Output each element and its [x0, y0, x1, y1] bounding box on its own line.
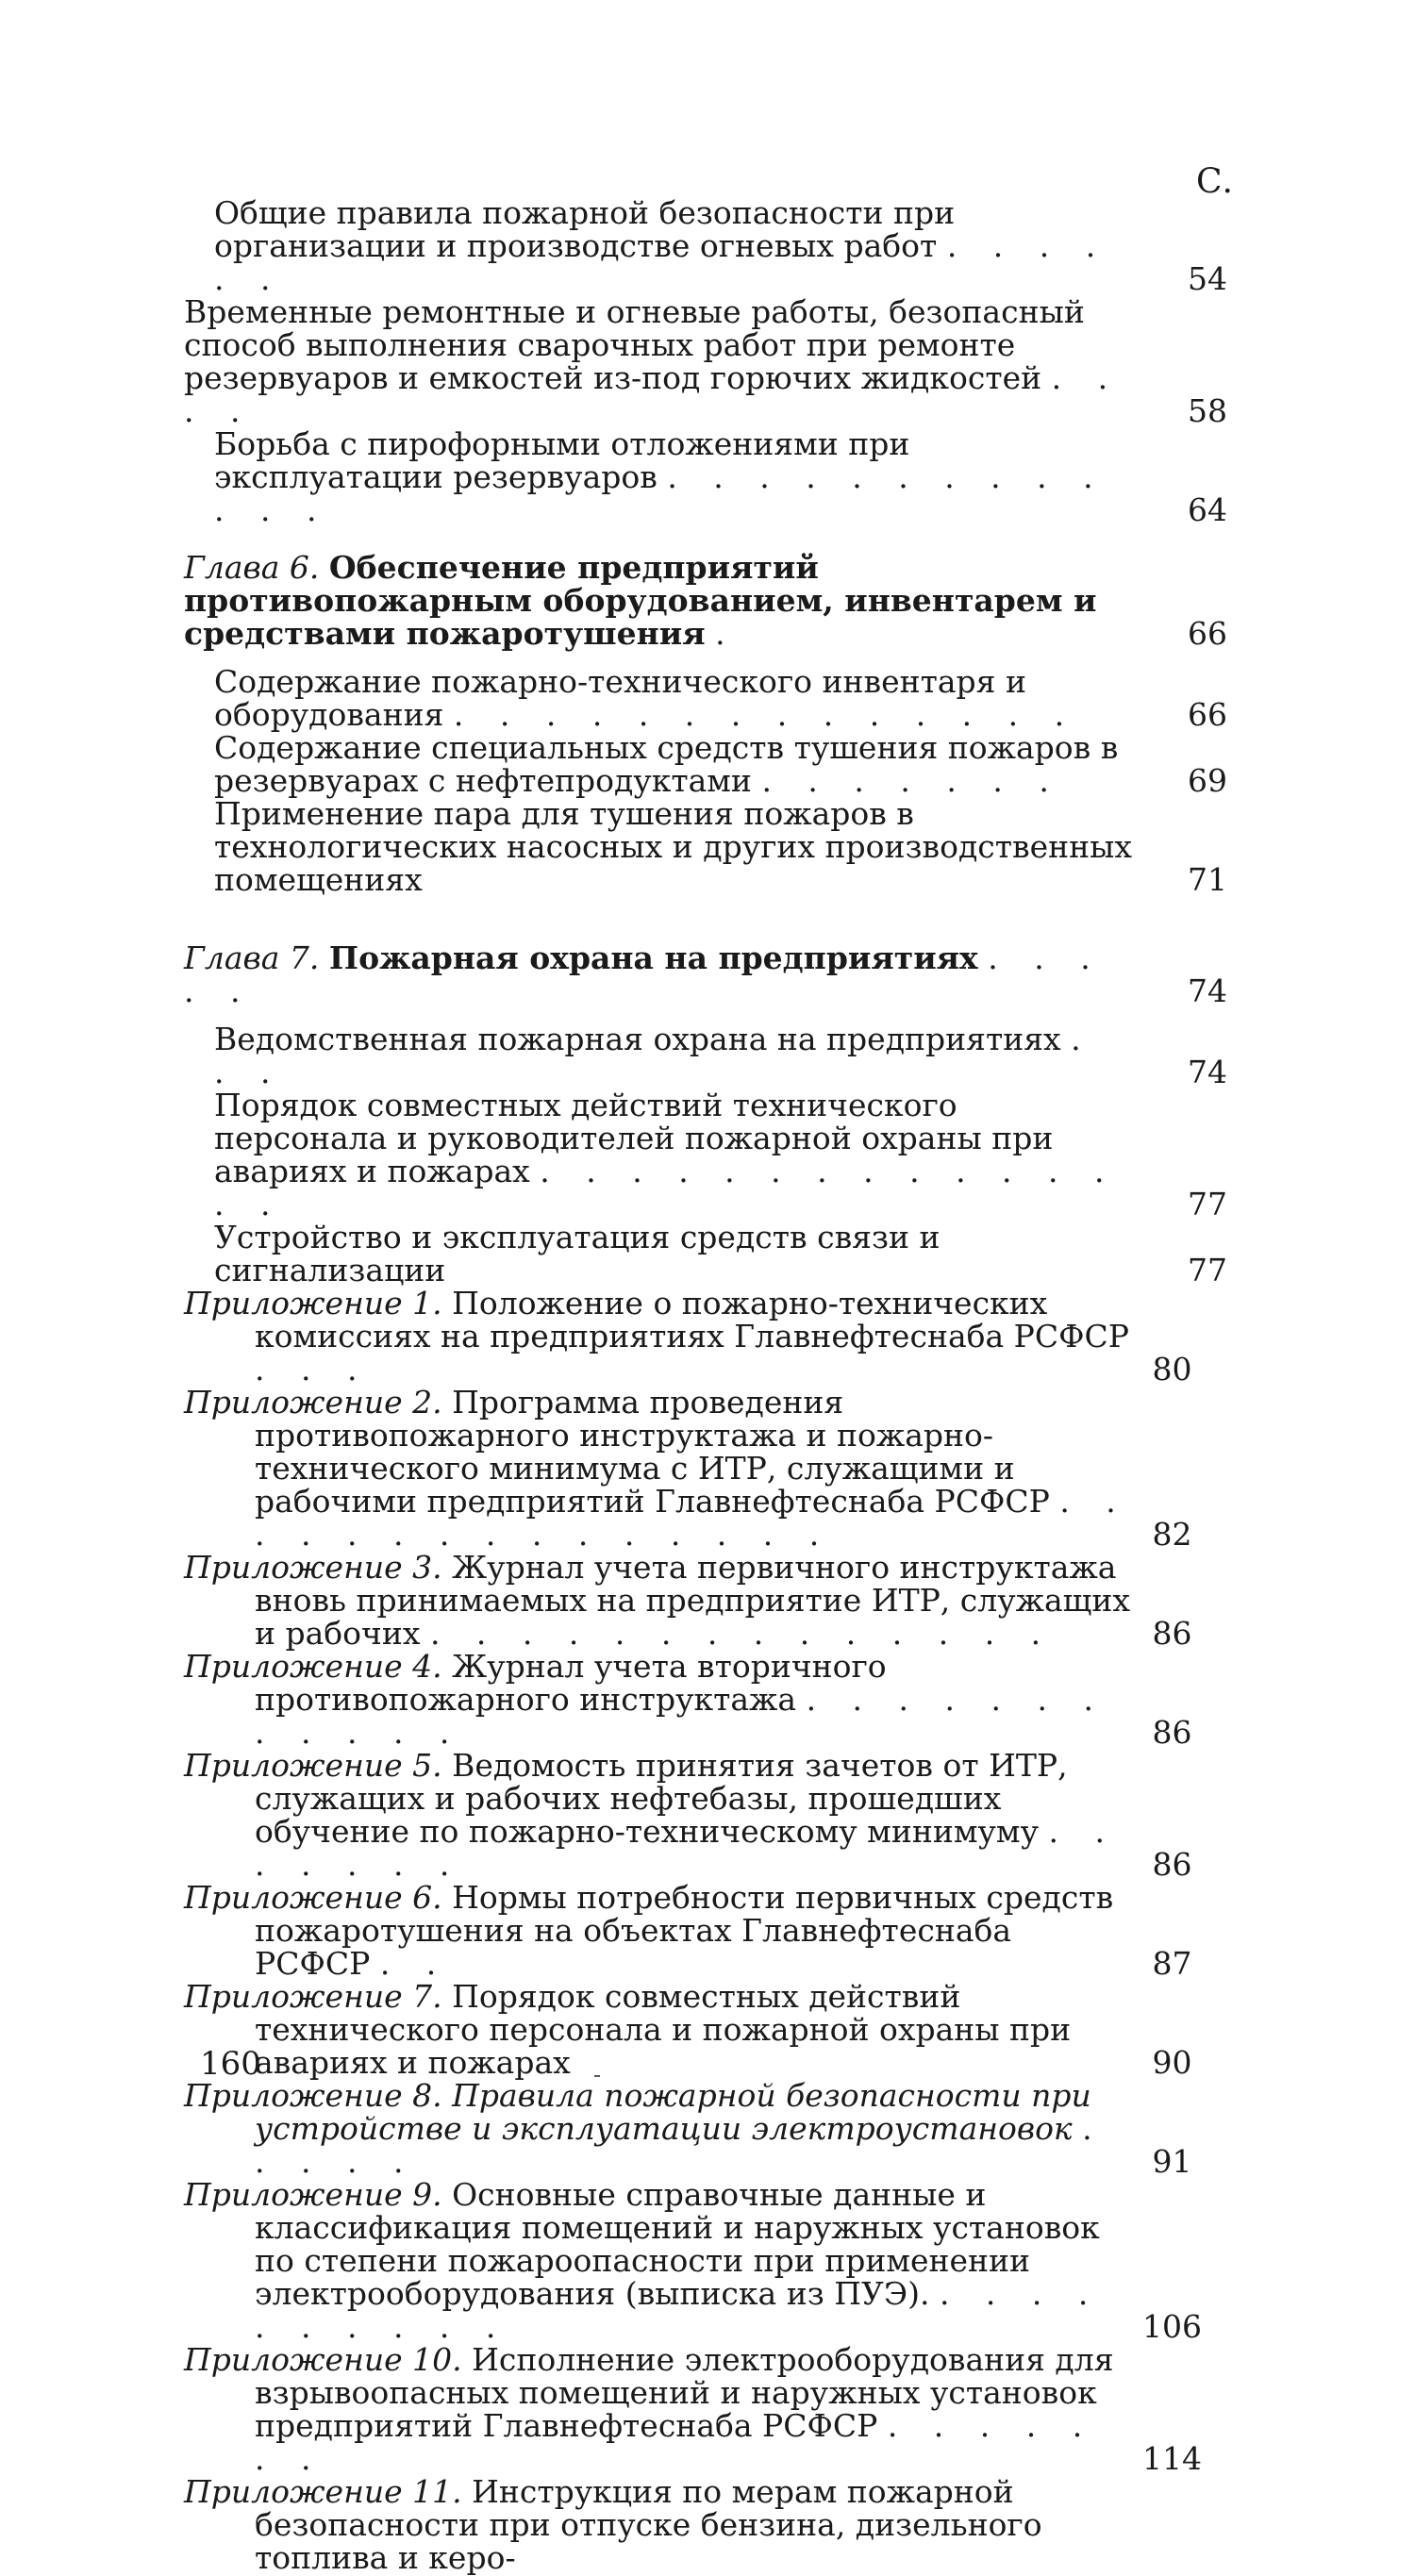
leader-dots: . . . . . . . — [761, 762, 1062, 799]
chapter-heading — [184, 551, 1250, 650]
leader-dots: . . . . . . — [214, 227, 1109, 297]
appendix-entry — [184, 1650, 1250, 1749]
entry-page: 91 — [1152, 2143, 1192, 2180]
entry-title: Исполнение электрооборудования для взрывоопасных помещений и наружных установок предприятий Главнефтеснаба РСФСР — [255, 2341, 1114, 2444]
entry-title: Временные ремонтные и огневые работы, безопасный способ выполнения сварочных работ при ремонте резервуаров и емкостей из-под горючих жидкостей — [184, 293, 1085, 396]
toc-entry — [184, 665, 1250, 731]
entry-title: Общие правила пожарной безопасности при организации и производстве огневых работ — [214, 194, 956, 264]
table-of-contents — [184, 196, 1250, 2574]
leader-dots: . . . . . . . . . . . . . . . — [214, 1153, 1118, 1222]
appendix-label: Приложение 2. — [184, 1384, 442, 1421]
appendix-entry — [184, 1749, 1250, 1881]
appendix-entry — [184, 2079, 1250, 2178]
entry-title: Журнал учета вторичного противопожарного инструктажа — [255, 1648, 887, 1718]
entry-title: Ведомственная пожарная охрана на предприятиях — [214, 1021, 1061, 1057]
entry-page: 87 — [1152, 1945, 1192, 1982]
entry-title: Борьба с пирофорными отложениями при эксплуатации резервуаров — [214, 425, 910, 495]
chapter-heading — [184, 941, 1250, 1007]
leader-dots: . . . . . — [255, 2110, 1106, 2180]
entry-page: 80 — [1152, 1351, 1192, 1388]
entry-page: 86 — [1152, 1714, 1192, 1751]
entry-title: Журнал учета первичного инструктажа вновь принимаемых на предприятие ИТР, служащих и рабочих — [255, 1549, 1130, 1652]
entry-page: 74 — [1188, 1054, 1227, 1090]
leader-dots: . . . . . . . . . . . . . . — [429, 1615, 1055, 1652]
appendix-label: Приложение 8. — [184, 2077, 442, 2114]
appendix-label: Приложение 1. — [184, 1285, 442, 1321]
entry-title: Устройство и эксплуатация средств связи и сигнализации — [214, 1219, 941, 1288]
entry-page: 77 — [1188, 1186, 1227, 1222]
entry-title: Применение пара для тушения пожаров в технологических насосных и других производственных помещениях — [214, 795, 1132, 898]
leader-dots: . . . . . . . — [255, 1813, 1118, 1883]
entry-title: Правила пожарной безопасности при устройстве и эксплуатации электроустановок — [255, 2077, 1091, 2147]
print-speck — [594, 2075, 600, 2077]
leader-dots: . . . . . . . . . . . . — [255, 1681, 1107, 1751]
appendix-entry — [184, 1287, 1250, 1386]
entry-page: 90 — [1152, 2044, 1192, 2081]
chapter-title: Обеспечение предприятий противопожарным оборудованием, инвентарем и средствами пожаротушения — [184, 549, 1097, 652]
entry-title: Порядок совместных действий технического персонала и пожарной охраны при авариях и пожарах — [255, 1978, 1072, 2081]
entry-title: Основные справочные данные и классификация помещений и наружных установок по степени пожароопасности при применении электрооборудования (выписка из ПУЭ). — [255, 2176, 1100, 2312]
toc-entry — [184, 427, 1250, 526]
appendix-label: Приложение 6. — [184, 1879, 442, 1916]
entry-page: 86 — [1152, 1846, 1192, 1883]
toc-entry — [184, 196, 1250, 295]
toc-entry — [184, 1221, 1250, 1287]
appendix-entry — [184, 1551, 1250, 1650]
entry-page: 74 — [1188, 972, 1227, 1009]
entry-page: 64 — [1188, 491, 1227, 528]
entry-page: 66 — [1188, 696, 1227, 733]
leader-dots: . . . — [214, 1021, 1094, 1090]
leader-dots: . . . . . . . — [255, 2407, 1096, 2477]
appendix-entry — [184, 2178, 1250, 2343]
leader-dots: . . — [379, 1945, 450, 1982]
entry-page: 54 — [1188, 260, 1227, 297]
entry-page: 114 — [1142, 2440, 1202, 2477]
entry-page: 58 — [1188, 392, 1227, 429]
toc-entry — [184, 295, 1250, 427]
appendix-entry — [184, 1386, 1250, 1551]
entry-title: Положение о пожарно-технических комиссиях на предприятиях Главнефтеснаба РСФСР — [255, 1285, 1129, 1354]
entry-title: Программа проведения противопожарного инструктажа и пожарно-технического минимума с ИТР, служащими и рабочими предприятий Главнефтеснаба РСФСР — [255, 1384, 1050, 1520]
appendix-label: Приложение 4. — [184, 1648, 442, 1685]
chapter-label: Глава 6. — [184, 549, 320, 586]
entry-page: 86 — [1152, 1615, 1192, 1652]
appendix-label: Приложение 7. — [184, 1978, 442, 2015]
toc-entry — [184, 1022, 1250, 1089]
chapter-title: Пожарная охрана на предприятиях — [328, 939, 978, 976]
leader-dots: . . . — [255, 1351, 371, 1388]
leader-dots: . . . . . . . . . . — [255, 2275, 1102, 2345]
entry-page: 106 — [1142, 2308, 1202, 2345]
entry-page: 71 — [1188, 861, 1227, 898]
entry-page: 82 — [1152, 1516, 1192, 1553]
entry-title: Ведомость принятия зачетов от ИТР, служащих и рабочих нефтебазы, прошедших обучение по пожарно-техническому минимуму — [255, 1747, 1068, 1850]
appendix-entry — [184, 2475, 1250, 2574]
appendix-label: Приложение 5. — [184, 1747, 442, 1784]
entry-title: Нормы потребности первичных средств пожаротушения на объектах Главнефтеснаба РСФСР — [255, 1879, 1114, 1982]
leader-dots: . . . . . . . . . . . . . — [214, 458, 1107, 528]
appendix-entry — [184, 1980, 1250, 2079]
entry-page: 69 — [1188, 762, 1227, 799]
appendix-label: Приложение 9. — [184, 2176, 442, 2213]
appendix-entry — [184, 2343, 1250, 2475]
entry-page: 77 — [1188, 1252, 1227, 1288]
leader-dots: . — [715, 615, 739, 652]
entry-title: Порядок совместных действий технического персонала и руководителей пожарной охраны при авариях и пожарах — [214, 1087, 1054, 1189]
entry-title: Инструкция по мерам пожарной безопасности при отпуске бензина, дизельного топлива и керо- — [255, 2473, 1042, 2576]
page-number: 160 — [200, 2045, 261, 2083]
leader-dots: . . . . — [184, 359, 1122, 429]
leader-dots: . . . . . — [184, 939, 1104, 1009]
entry-title: Содержание специальных средств тушения пожаров в резервуарах с нефтепродуктами — [214, 729, 1119, 799]
chapter-label: Глава 7. — [184, 939, 320, 976]
entry-page: 66 — [1188, 615, 1227, 652]
appendix-label: Приложение 10. — [184, 2341, 462, 2378]
toc-entry — [184, 1089, 1250, 1221]
toc-entry — [184, 797, 1250, 896]
appendix-label: Приложение 11. — [184, 2473, 462, 2510]
page-column-header: С. — [1196, 162, 1233, 201]
appendix-entry — [184, 1881, 1250, 1980]
toc-entry — [184, 731, 1250, 797]
entry-title: Содержание пожарно-технического инвентаря и оборудования — [214, 663, 1026, 733]
appendix-label: Приложение 3. — [184, 1549, 442, 1586]
leader-dots: . . . . . . . . . . . . . . — [453, 696, 1078, 733]
leader-dots: . . . . . . . . . . . . . . . — [255, 1483, 1129, 1553]
